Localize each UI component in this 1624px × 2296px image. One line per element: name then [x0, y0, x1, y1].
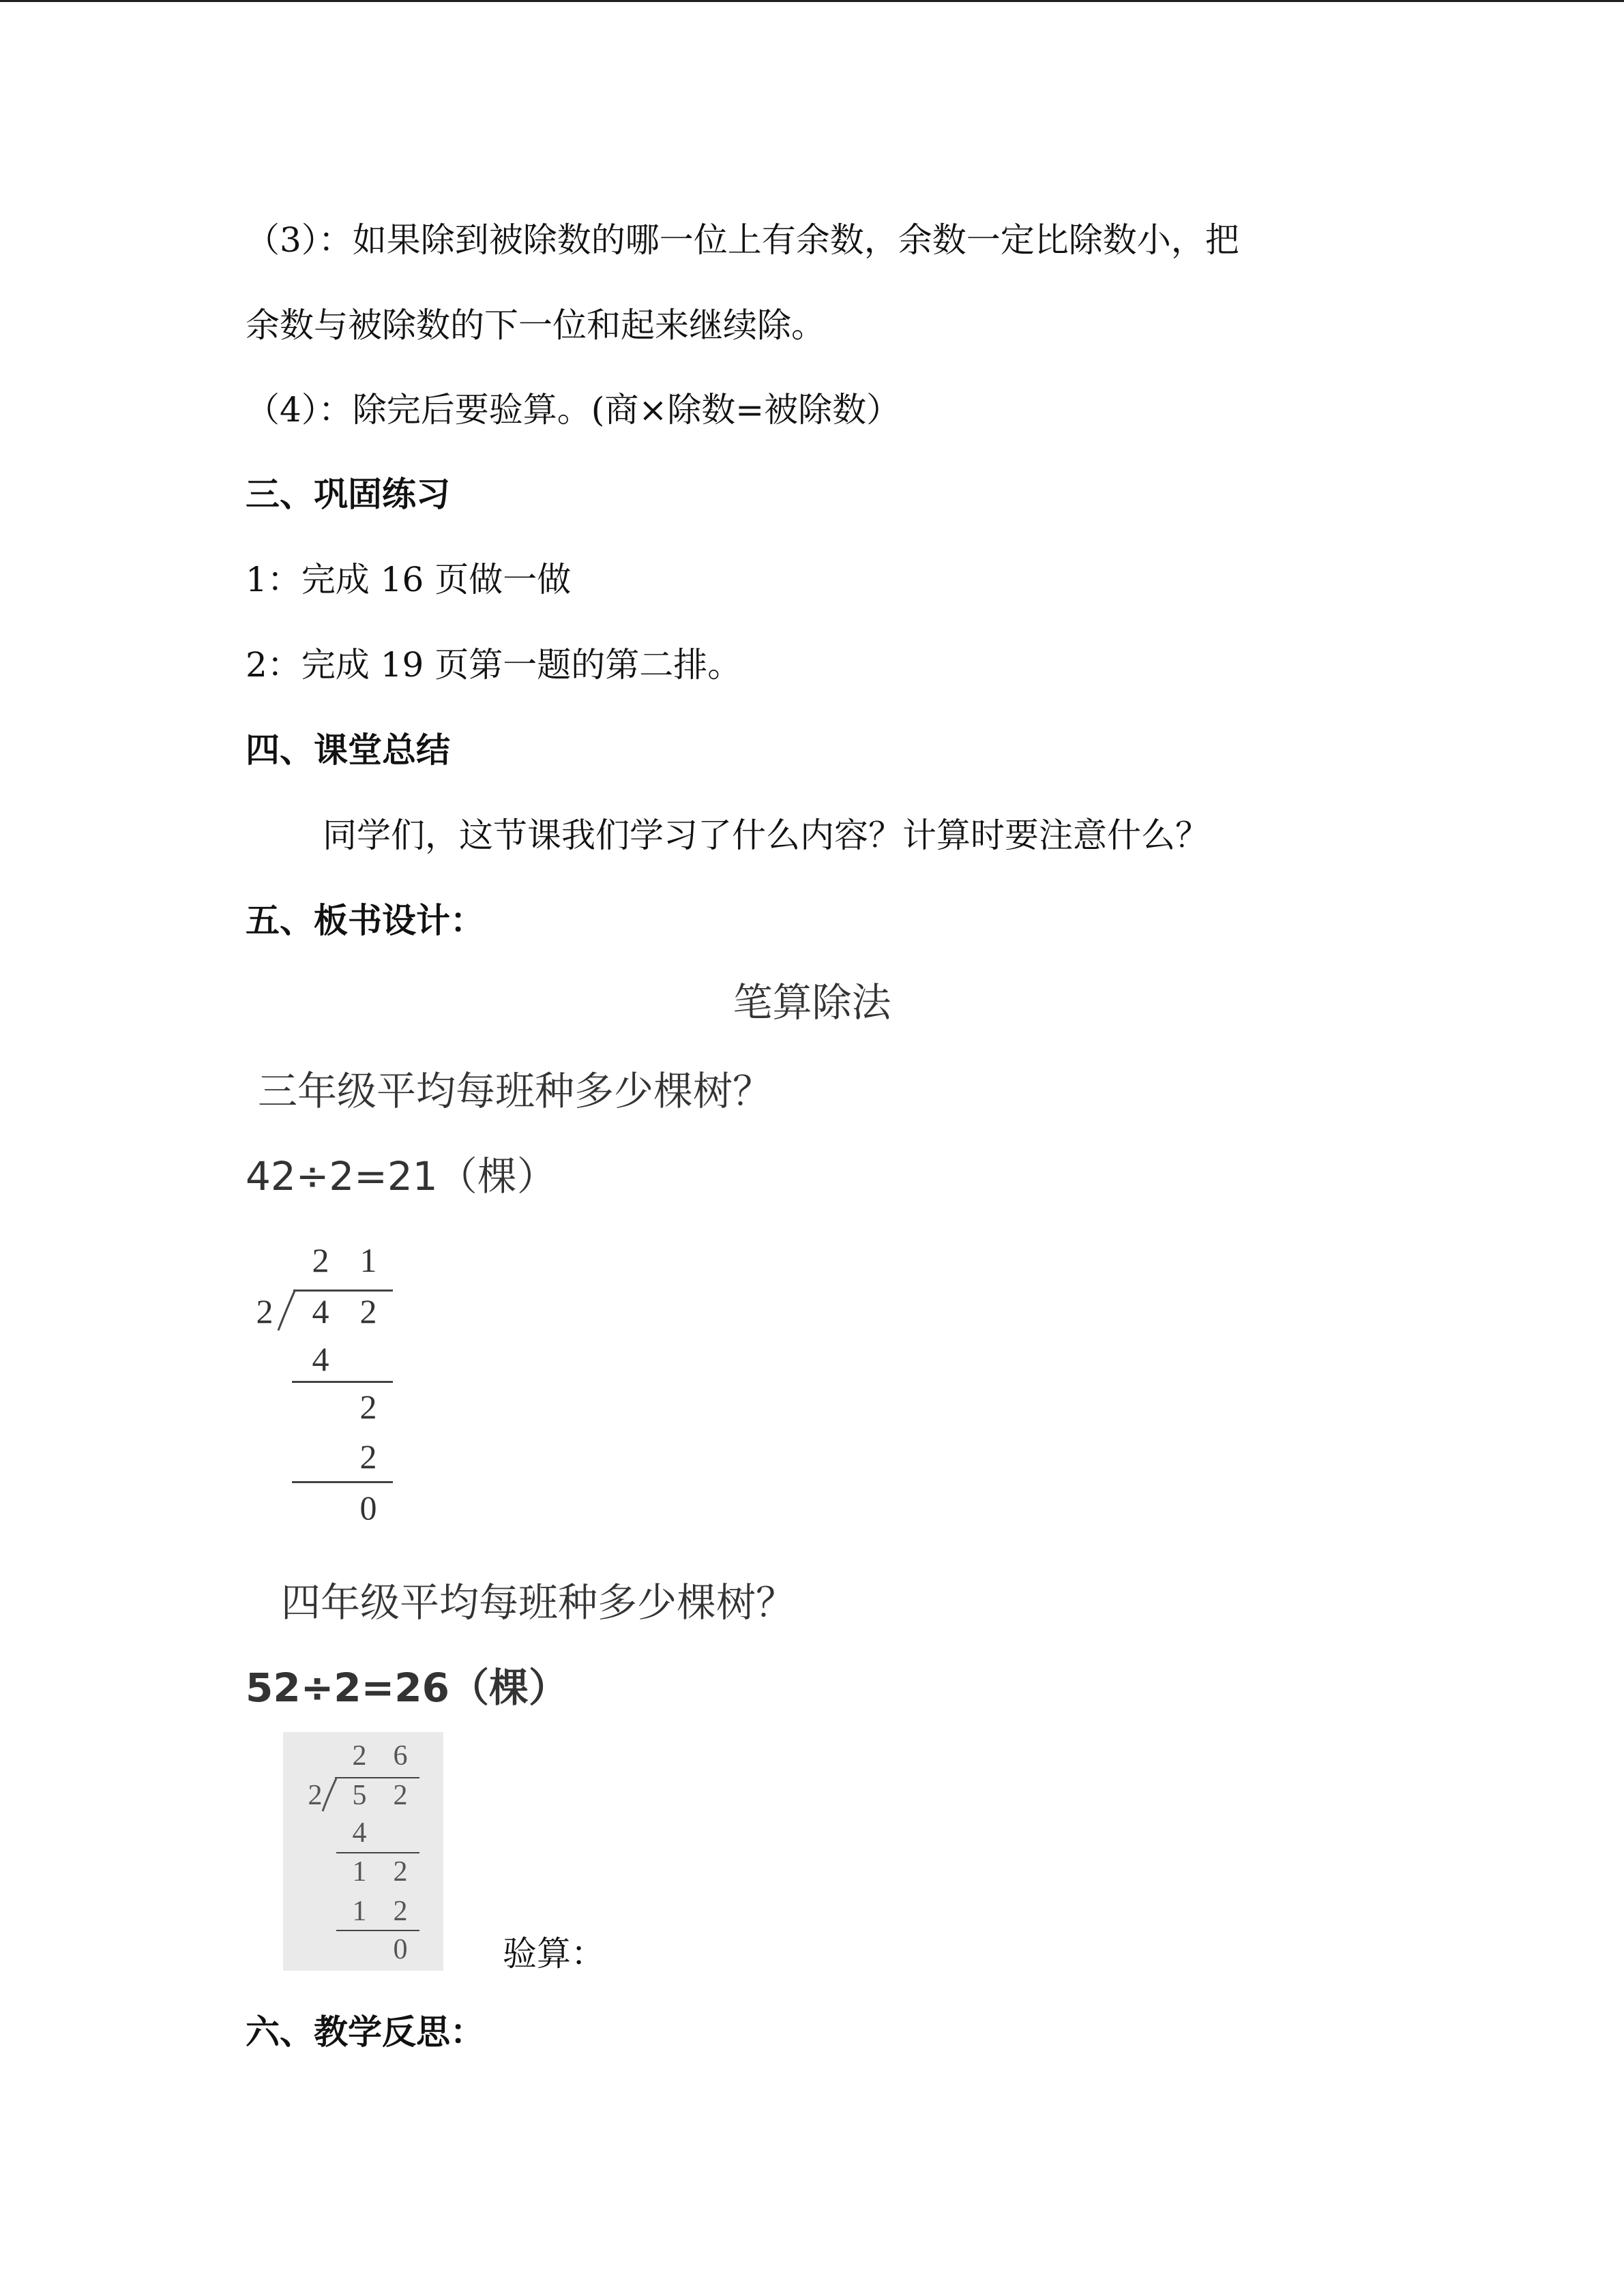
product-digit: 2 [393, 1896, 408, 1927]
board-equation: 52÷2=26（棵） [246, 1665, 568, 1711]
paragraph-line: 1：完成 16 页做一做 [246, 560, 572, 599]
paragraph-line: 2：完成 19 页第一题的第二排。 [246, 645, 742, 685]
section-heading: 三、巩固练习 [246, 474, 450, 514]
subtract-line [336, 1852, 419, 1853]
dividend-digit: 2 [359, 1292, 377, 1330]
board-equation: 42÷2=21（棵） [246, 1153, 557, 1199]
dividend-digit: 2 [393, 1780, 408, 1811]
divisor: 2 [308, 1780, 323, 1811]
quotient-digit: 1 [359, 1241, 377, 1279]
check-label: 验算： [503, 1934, 605, 1973]
subtract-line [336, 1930, 419, 1931]
board-question: 四年级平均每班种多少棵树？ [281, 1579, 796, 1626]
dividend-digit: 5 [352, 1780, 367, 1811]
paragraph-line: 余数与被除数的下一位和起来继续除。 [246, 305, 825, 345]
division-bracket [246, 1238, 409, 1538]
paragraph-line: （3）：如果除到被除数的哪一位上有余数，余数一定比除数小，把 [246, 220, 1239, 260]
remainder-digit: 1 [352, 1856, 367, 1888]
product-digit: 4 [352, 1817, 367, 1849]
result-digit: 0 [359, 1489, 377, 1527]
divisor: 2 [256, 1292, 274, 1330]
section-heading: 六、教学反思： [246, 2012, 484, 2052]
product-digit: 4 [312, 1340, 329, 1378]
subtract-line [292, 1381, 393, 1383]
quotient-digit: 6 [393, 1740, 408, 1772]
long-division-1 [246, 1238, 409, 1538]
remainder-digit: 2 [359, 1388, 377, 1426]
section-heading: 四、课堂总结 [246, 730, 450, 770]
board-question: 三年级平均每班种多少棵树？ [258, 1068, 773, 1114]
paragraph-line: （4）：除完后要验算。(商×除数=被除数） [246, 390, 901, 430]
long-division-2 [283, 1732, 443, 1971]
division-bracket [283, 1732, 443, 1971]
section-heading: 五、板书设计： [246, 900, 484, 940]
quotient-digit: 2 [352, 1740, 367, 1772]
result-digit: 0 [393, 1934, 408, 1965]
product-digit: 2 [359, 1437, 377, 1476]
page-top-border [0, 0, 1624, 2]
board-title: 笔算除法 [733, 979, 891, 1026]
remainder-digit: 2 [393, 1856, 408, 1888]
dividend-digit: 4 [312, 1292, 329, 1330]
product-digit: 1 [352, 1896, 367, 1927]
paragraph-line: 同学们，这节课我们学习了什么内容？计算时要注意什么？ [323, 816, 1209, 855]
subtract-line [292, 1481, 393, 1483]
quotient-digit: 2 [312, 1241, 329, 1279]
